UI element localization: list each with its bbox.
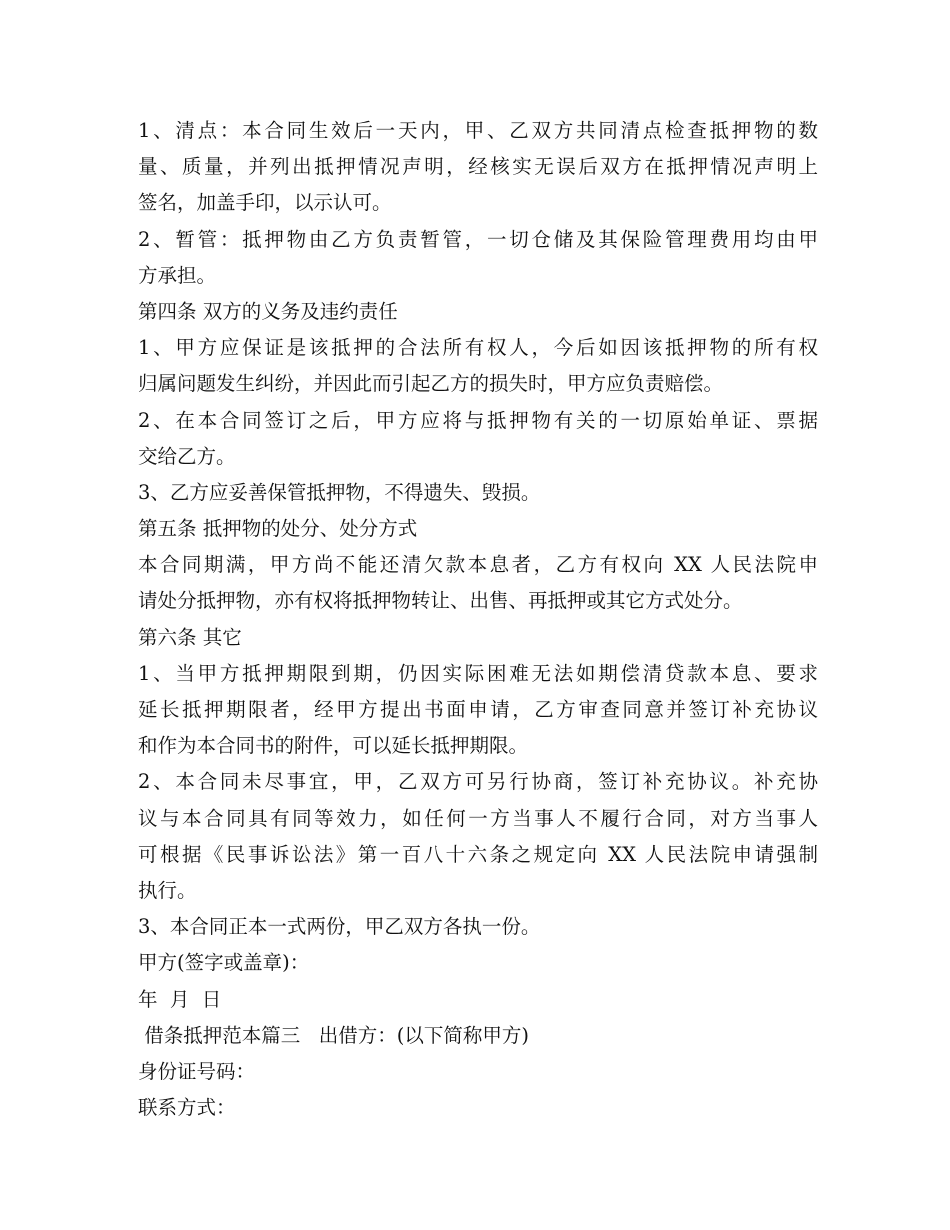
section-heading: 第四条 双方的义务及违约责任 (138, 299, 398, 323)
date-line: 年 月 日 (138, 987, 222, 1011)
text-line: 归属问题发生纠纷，并因此而引起乙方的损失时，甲方应负责赔偿。 (138, 372, 724, 396)
text-line: 1、甲方应保证是该抵押的合法所有权人，今后如因该抵押物的所有权 (138, 336, 818, 360)
text-line: 延长抵押期限者，经甲方提出书面申请，乙方审查同意并签订补充协议 (138, 698, 818, 721)
text-line: 签名，加盖手印，以示认可。 (138, 191, 392, 215)
text-line: 方承担。 (138, 263, 217, 287)
text-line: 请处分抵押物，亦有权将抵押物转让、出售、再抵押或其它方式处分。 (138, 589, 743, 613)
text-line: 议与本合同具有同等效力，如任何一方当事人不履行合同，对方当事人 (138, 806, 818, 830)
contact-label: 联系方式： (138, 1096, 236, 1120)
text-line: 量、质量，并列出抵押情况声明，经核实无误后双方在抵押情况声明上 (138, 155, 818, 179)
text-line: 1、清点：本合同生效后一天内，甲、乙双方共同清点检查抵押物的数 (138, 119, 818, 142)
text-line: 2、本合同未尽事宜，甲，乙双方可另行协商，签订补充协议。补充协 (138, 770, 818, 794)
text-line: 可根据《民事诉讼法》第一百八十六条之规定向 XX 人民法院申请强制 (138, 842, 818, 866)
signature-label: 甲方(签字或盖章)： (138, 951, 310, 975)
section-heading: 借条抵押范本篇三 出借方：(以下简称甲方) (138, 1023, 530, 1047)
text-line: 1、当甲方抵押期限到期，仍因实际困难无法如期偿清贷款本息、要求 (138, 661, 818, 685)
document-page (138, 113, 818, 1126)
text-line: 本合同期满，甲方尚不能还清欠款本息者，乙方有权向 XX 人民法院申 (138, 553, 818, 577)
id-number-label: 身份证号码： (138, 1059, 256, 1083)
text-line: 3、本合同正本一式两份，甲乙双方各执一份。 (138, 915, 541, 939)
text-line: 3、乙方应妥善保管抵押物，不得遗失、毁损。 (138, 480, 541, 504)
text-line: 2、在本合同签订之后，甲方应将与抵押物有关的一切原始单证、票据 (138, 408, 818, 432)
section-heading: 第五条 抵押物的处分、处分方式 (138, 517, 418, 541)
text-line: 2、暂管：抵押物由乙方负责暂管，一切仓储及其保险管理费用均由甲 (138, 227, 818, 251)
text-line: 执行。 (138, 878, 197, 902)
section-heading: 第六条 其它 (138, 625, 242, 649)
text-line: 和作为本合同书的附件，可以延长抵押期限。 (138, 734, 529, 758)
text-line: 交给乙方。 (138, 444, 236, 468)
